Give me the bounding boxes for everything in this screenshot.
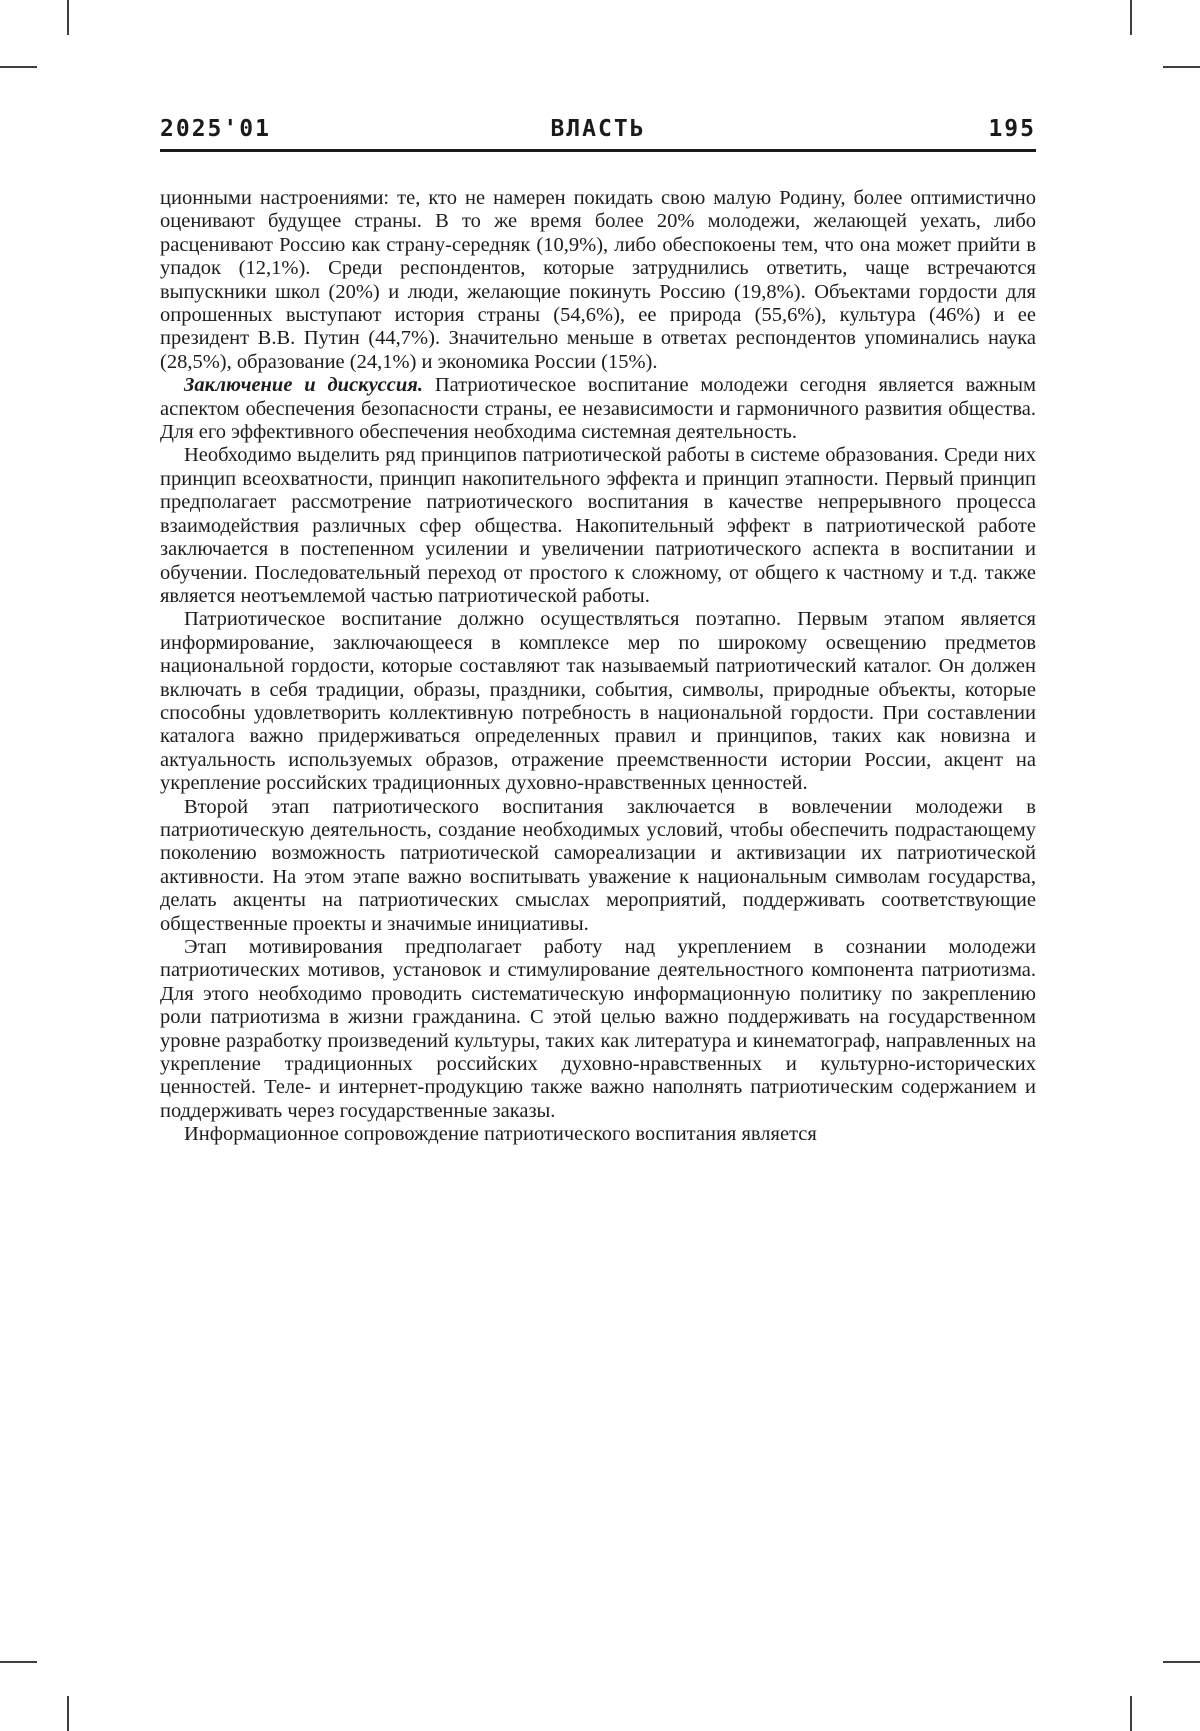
article-text [160,187,1036,1147]
paragraph-1: ционными настроениями: те, кто не намерен покидать свою малую Родину, более оптимистично оценивают будущее страны. В то же время более 20% молодежи, желающей уехать, либо расценивают Россию как страну-середняк (10,9%), либо обеспокоены тем, что она может прийти в упадок (12,1%). Среди респондентов, которые затруднились ответить, чаще встречаются выпускники школ (20%) и люди, желающие покинуть Россию (19,8%). Объектами гордости для опрошенных выступают история страны (54,6%), ее природа (55,6%), культура (46%) и ее президент В.В. Путин (44,7%). Значительно меньше в ответах респондентов упоминались наука (28,5%), образование (24,1%) и экономика России (15%). [160,187,1036,373]
journal-title: ВЛАСТЬ [550,116,646,142]
crop-mark-bottom-right-vertical [1130,1696,1132,1731]
paragraph-2 [160,374,1036,444]
crop-mark-top-right-vertical [1130,0,1132,35]
journal-issue: 2025'01 [160,116,271,142]
crop-mark-bottom-right-horizontal [1163,1661,1200,1663]
crop-mark-bottom-left-vertical [67,1696,69,1731]
crop-mark-top-right-horizontal [1163,66,1200,68]
crop-mark-top-left-vertical [67,0,69,35]
paragraph-4: Патриотическое воспитание должно осуществляться поэтапно. Первым этапом является информирование, заключающееся в комплексе мер по широкому освещению предметов национальной гордости, которые составляют так называемый патриотический каталог. Он должен включать в себя традиции, образы, праздники, события, символы, природные объекты, которые способны удовлетворить коллективную потребность в национальной гордости. При составлении каталога важно придерживаться определенных правил и принципов, таких как новизна и актуальность используемых образов, отражение преемственности истории России, акцент на укрепление российских традиционных духовно-нравственных ценностей. [160,608,1036,795]
running-header [160,116,1036,152]
crop-mark-bottom-left-horizontal [0,1661,37,1663]
paragraph-5: Второй этап патриотического воспитания заключается в вовлечении молодежи в патриотическую деятельность, создание необходимых условий, чтобы обеспечить подрастающему поколению возможность патриотической самореализации и активизации их патриотической активности. На этом этапе важно воспитывать уважение к национальным символам государства, делать акценты на патриотических смыслах мероприятий, поддерживать соответствующие общественные проекты и значимые инициативы. [160,795,1036,935]
page-number: 195 [988,116,1036,142]
paragraph-2-lead-in: Заключение и дискуссия. [184,374,423,397]
paragraph-2-body: Патриотическое воспитание молодежи сегодня является важным аспектом обеспечения безопасности страны, ее независимости и гармоничного развития общества. Для его эффективного обеспечения необходима системная деятельность. [160,374,1037,444]
paragraph-6: Этап мотивирования предполагает работу над укреплением в сознании молодежи патриотических мотивов, установок и стимулирование деятельностного компонента патриотизма. Для этого необходимо проводить систематическую информационную политику по закреплению роли патриотизма в жизни гражданина. С этой целью важно поддерживать на государственном уровне разработку произведений культуры, таких как литература и кинематограф, направленных на укрепление традиционных российских духовно-нравственных и культурно-исторических ценностей. Теле- и интернет-продукцию также важно наполнять патриотическим содержанием и поддерживать через государственные заказы. [160,936,1036,1122]
crop-mark-top-left-horizontal [0,66,37,68]
page-content [160,0,1036,1147]
paragraph-7: Информационное сопровождение патриотического воспитания является [184,1123,817,1146]
paragraph-3: Необходимо выделить ряд принципов патриотической работы в системе образования. Среди них принцип всеохватности, принцип накопительного эффекта и принцип этапности. Первый принцип предполагает рассмотрение патриотического воспитания в качестве непрерывного процесса взаимодействия различных сфер общества. Накопительный эффект в патриотической работе заключается в постепенном усилении и увеличении патриотического аспекта в воспитании и обучении. Последовательный переход от простого к сложному, от общего к частному и т.д. также является неотъемлемой частью патриотической работы. [160,444,1036,607]
